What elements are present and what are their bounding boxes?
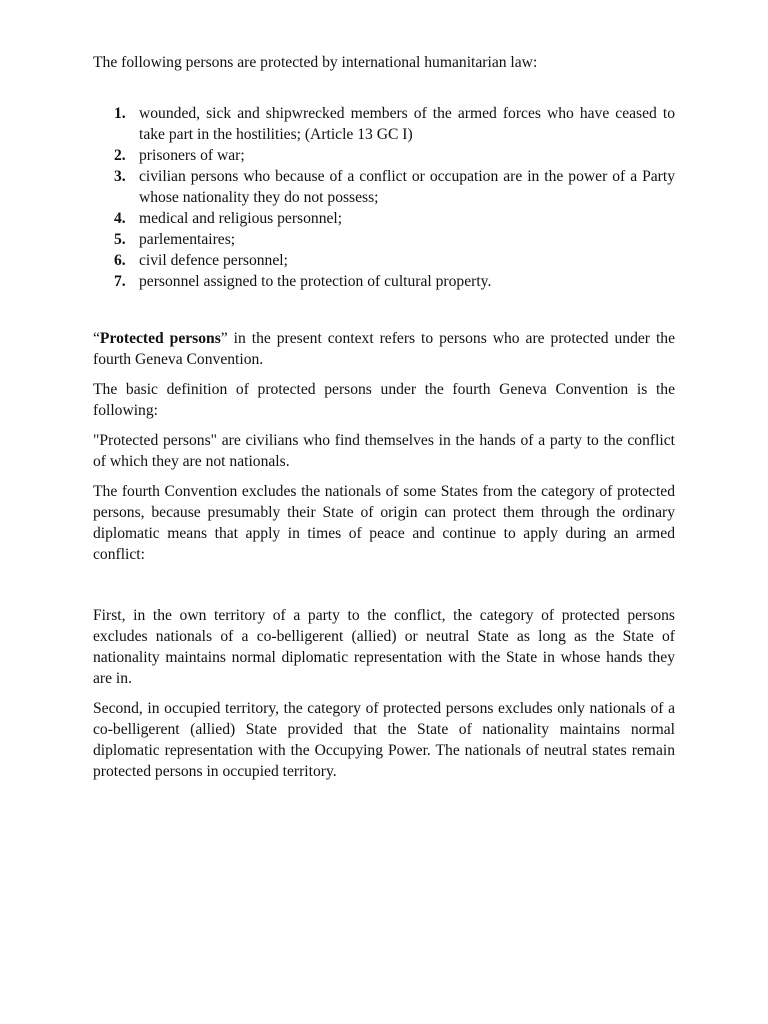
second-exclusion-paragraph: Second, in occupied territory, the category of protected persons excludes only nationals of a co-belligerent (allied) State provided that the State of nationality maintains normal diplomatic representation with the Occupying Power. The nationals of neutral states remain protected persons in occupied territory. [93, 700, 675, 780]
list-item-number: 7. [114, 273, 126, 290]
list-item-number: 2. [114, 147, 126, 164]
list-item-text: medical and religious personnel; [139, 210, 343, 227]
open-quote: “ [93, 330, 100, 347]
list-item [93, 145, 675, 166]
list-item-number: 5. [114, 231, 126, 248]
list-item-text: civilian persons who because of a conflict or occupation are in the power of a Party whose nationality they do not possess; [139, 168, 675, 206]
list-item [93, 229, 675, 250]
list-item-text: civil defence personnel; [139, 252, 288, 269]
list-item-number: 6. [114, 252, 126, 269]
basic-definition-paragraph: The basic definition of protected persons under the fourth Geneva Convention is the following: [93, 381, 675, 419]
fourth-convention-paragraph: The fourth Convention excludes the nationals of some States from the category of protected persons, because presumably their State of origin can protect them through the ordinary diplomatic means that apply in times of peace and continue to apply during an armed conflict: [93, 483, 675, 563]
document-page [93, 52, 675, 782]
list-item-number: 4. [114, 210, 126, 227]
list-item-text: parlementaires; [139, 231, 236, 248]
list-item [93, 208, 675, 229]
list-item [93, 250, 675, 271]
list-item [93, 166, 675, 208]
list-item [93, 271, 675, 292]
list-item-text: personnel assigned to the protection of cultural property. [139, 273, 492, 290]
protected-persons-rest: ” in the present context refers to persons who are protected under the fourth Geneva Convention. [93, 330, 676, 368]
list-item [93, 103, 675, 145]
list-item-number: 3. [114, 168, 126, 185]
list-item-text: prisoners of war; [139, 147, 245, 164]
list-item-text: wounded, sick and shipwrecked members of the armed forces who have ceased to take part in the hostilities; (Article 13 GC I) [139, 105, 675, 143]
first-exclusion-paragraph: First, in the own territory of a party to the conflict, the category of protected persons excludes nationals of a co-belligerent (allied) or neutral State as long as the State of nationality maintains normal diplomatic representation with the State in whose hands they are in. [93, 607, 675, 687]
definition-paragraph: "Protected persons" are civilians who find themselves in the hands of a party to the conflict of which they are not nationals. [93, 432, 675, 470]
protected-persons-term: Protected persons [99, 330, 221, 347]
protected-persons-list [93, 103, 675, 292]
protected-persons-paragraph [93, 328, 675, 370]
intro-text: The following persons are protected by international humanitarian law: [93, 54, 538, 71]
list-item-number: 1. [114, 105, 126, 122]
